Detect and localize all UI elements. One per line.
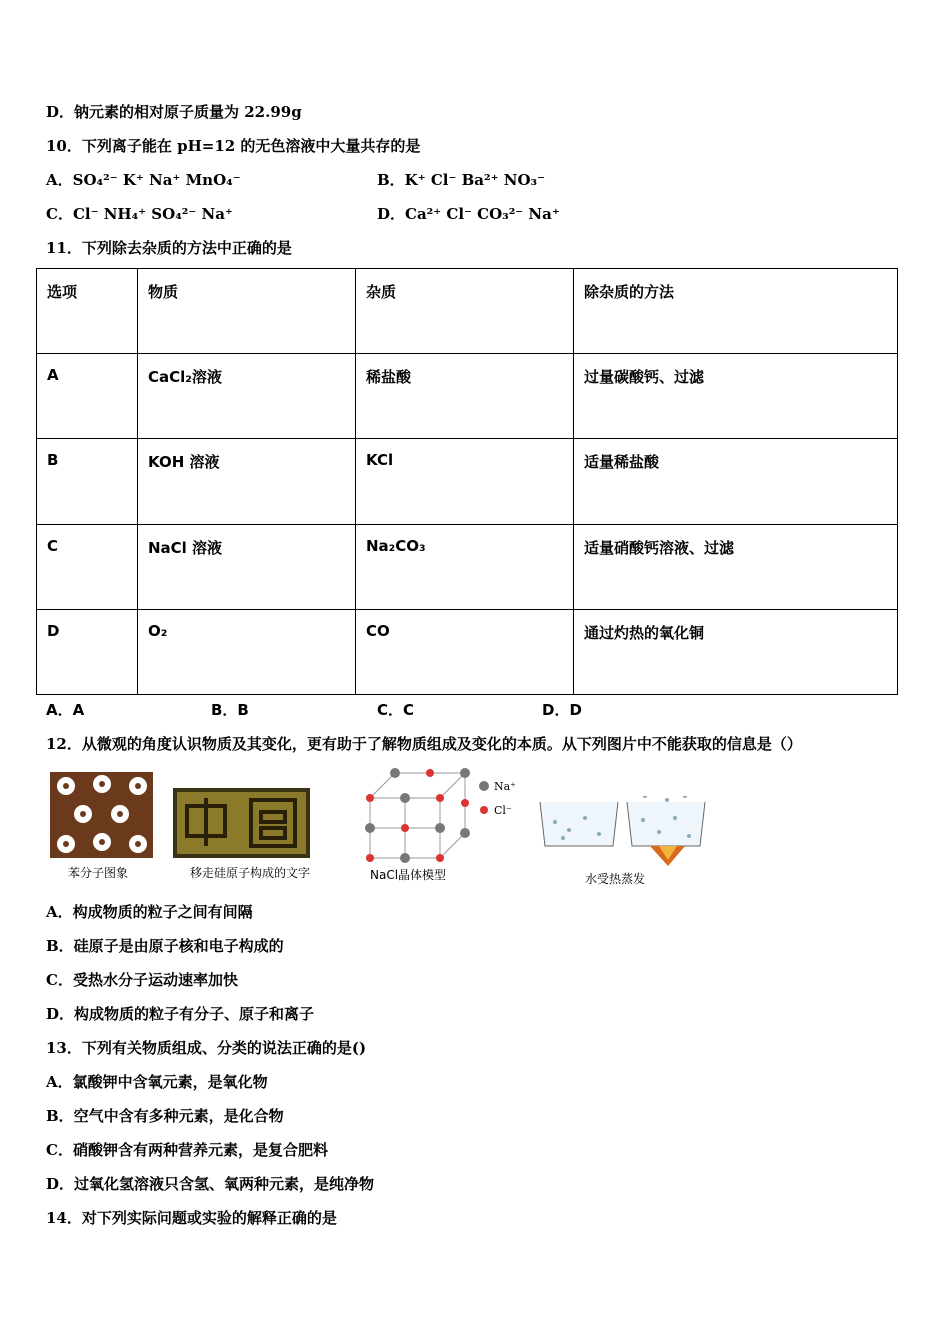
q11-answer-d: D．D: [542, 701, 582, 719]
legend-na: Na⁺: [494, 780, 516, 793]
q12-figures: [0, 768, 950, 888]
q11-answer-b: B．B: [211, 701, 249, 719]
q10-option-d: D．Ca²⁺ Cl⁻ CO₃²⁻ Na⁺: [377, 205, 560, 223]
q12-option-a: A．构成物质的粒子之间有间隔: [46, 903, 253, 921]
q13-option-a: A．氯酸钾中含氧元素，是氧化物: [46, 1073, 268, 1091]
table-cell: KOH 溶液: [138, 439, 356, 524]
table-cell: A: [37, 354, 138, 439]
nacl-crystal-model: [360, 768, 530, 866]
table-row: [37, 354, 898, 439]
caption-silicon: 移走硅原子构成的文字: [190, 866, 311, 880]
q12-stem: 12．从微观的角度认识物质及其变化，更有助于了解物质组成及变化的本质。从下列图片中不能获取的信息是（）: [46, 735, 802, 753]
q13-stem: 13．下列有关物质组成、分类的说法正确的是(): [46, 1039, 367, 1057]
table-cell: C: [37, 524, 138, 609]
table-header-cell: 除杂质的方法: [574, 269, 898, 354]
q10-option-c: C．Cl⁻ NH₄⁺ SO₄²⁻ Na⁺: [46, 205, 233, 223]
table-header-row: [37, 269, 898, 354]
q9-option-d: D．钠元素的相对原子质量为 22.99g: [46, 103, 302, 121]
table-row: [37, 439, 898, 524]
q13-option-d: D．过氧化氢溶液只含氢、氧两种元素，是纯净物: [46, 1175, 375, 1193]
legend-cl: Cl⁻: [494, 804, 512, 817]
table-cell: D: [37, 609, 138, 694]
q12-option-b: B．硅原子是由原子核和电子构成的: [46, 937, 284, 955]
table-row: [37, 609, 898, 694]
table-cell: 通过灼热的氧化铜: [574, 609, 898, 694]
table-cell: KCl: [356, 439, 574, 524]
q11-answer-a: A．A: [46, 701, 85, 719]
table-cell: 适量稀盐酸: [574, 439, 898, 524]
table-cell: CO: [356, 609, 574, 694]
q11-answer-c: C．C: [377, 701, 415, 719]
q13-option-c: C．硝酸钾含有两种营养元素，是复合肥料: [46, 1141, 328, 1159]
table-cell: 适量硝酸钙溶液、过滤: [574, 524, 898, 609]
table-cell: O₂: [138, 609, 356, 694]
table-cell: 过量碳酸钙、过滤: [574, 354, 898, 439]
table-header-cell: 物质: [138, 269, 356, 354]
table-cell: Na₂CO₃: [356, 524, 574, 609]
water-evaporation-image: [535, 796, 710, 868]
q10-option-a: A．SO₄²⁻ K⁺ Na⁺ MnO₄⁻: [46, 171, 241, 189]
q10-stem: 10．下列离子能在 pH=12 的无色溶液中大量共存的是: [46, 137, 421, 155]
table-cell: CaCl₂溶液: [138, 354, 356, 439]
table-row: [37, 524, 898, 609]
q14-stem: 14．对下列实际问题或实验的解释正确的是: [46, 1209, 337, 1227]
table-cell: NaCl 溶液: [138, 524, 356, 609]
q11-table: [36, 268, 898, 695]
caption-nacl: NaCl晶体模型: [370, 868, 447, 882]
q11-stem: 11．下列除去杂质的方法中正确的是: [46, 239, 292, 257]
benzene-image: [50, 772, 153, 858]
silicon-atoms-image: [173, 788, 310, 858]
table-header-cell: 选项: [37, 269, 138, 354]
q12-option-c: C．受热水分子运动速率加快: [46, 971, 238, 989]
table-cell: B: [37, 439, 138, 524]
q10-option-b: B．K⁺ Cl⁻ Ba²⁺ NO₃⁻: [377, 171, 546, 189]
q12-option-d: D．构成物质的粒子有分子、原子和离子: [46, 1005, 315, 1023]
q13-option-b: B．空气中含有多种元素，是化合物: [46, 1107, 284, 1125]
table-cell: 稀盐酸: [356, 354, 574, 439]
table-header-cell: 杂质: [356, 269, 574, 354]
caption-benzene: 苯分子图象: [68, 866, 129, 880]
caption-water: 水受热蒸发: [585, 872, 646, 886]
